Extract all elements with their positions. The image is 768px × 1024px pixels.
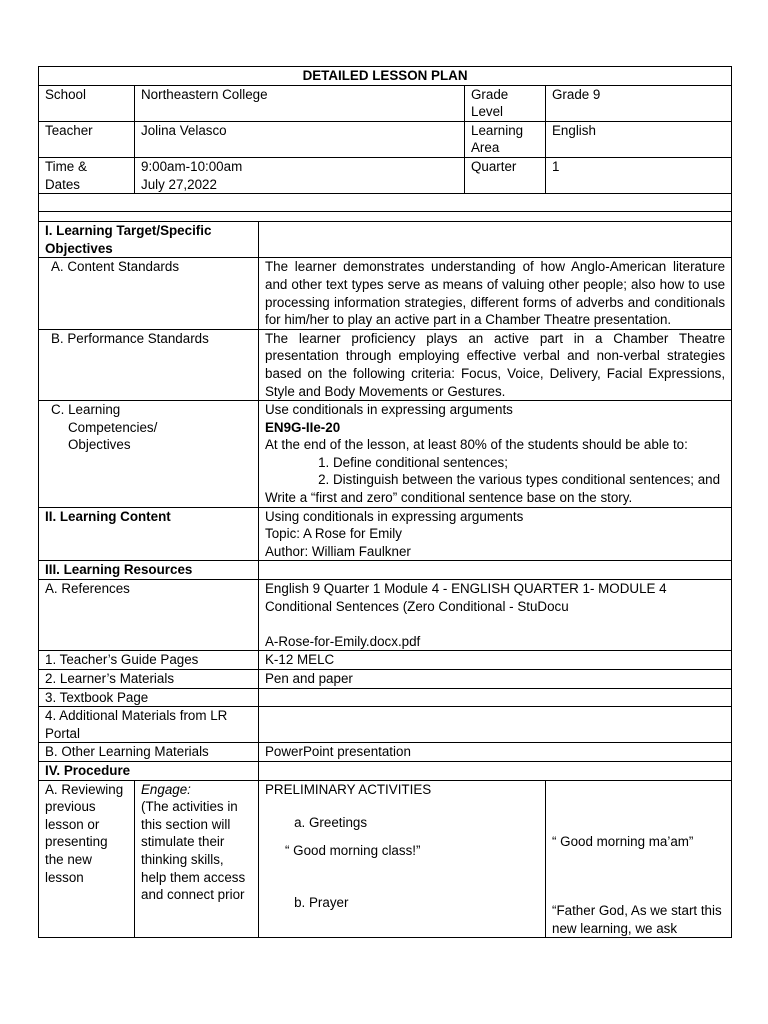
references-source: English 9 Quarter 1 Module 4 - ENGLISH QUARTER 1- MODULE 4 Conditional Sentences (Zero Conditional - StuDocu (265, 581, 667, 614)
competency-item: 2. Distinguish between the various types conditional sentences; and (333, 471, 725, 489)
competency-list (265, 454, 725, 489)
lesson-plan-page (38, 66, 731, 938)
learners-materials-value: Pen and paper (259, 670, 732, 689)
content-topic: Topic: A Rose for Emily (265, 526, 402, 542)
prayer-item: b. Prayer (309, 894, 539, 912)
competency-code: EN9G-IIe-20 (265, 419, 341, 435)
competency-line1: Use conditionals in expressing arguments (265, 402, 513, 418)
time-text: 9:00am-10:00am (141, 158, 243, 174)
references-file: A-Rose-for-Emily.docx.pdf (265, 633, 421, 649)
quarter-value: 1 (546, 157, 732, 193)
content-line1: Using conditionals in expressing arguments (265, 508, 524, 524)
competency-intro: At the end of the lesson, at least 80% of the students should be able to: (265, 437, 688, 453)
grade-label: Grade Level (465, 85, 546, 121)
preliminary-heading: PRELIMINARY ACTIVITIES (265, 781, 432, 797)
engage-description: (The activities in this section will stimulate their thinking skills, help them access and connect prior (141, 799, 246, 903)
performance-standards-text: The learner proficiency plays an active part in a Chamber Theatre presentation through employing effective verbal and non-verbal strategies based on the following criteria: Focus, Voice, Delivery, Facial Expressions, Style and Body Movements or Gestures. (259, 329, 732, 400)
teachers-guide-label: 1. Teacher’s Guide Pages (39, 651, 259, 670)
prayer-list (265, 894, 539, 912)
lr-portal-value (259, 707, 732, 743)
other-materials-value: PowerPoint presentation (259, 743, 732, 762)
student-activity (546, 780, 732, 938)
references-label: A. References (39, 580, 259, 651)
greetings-item: a. Greetings (309, 814, 539, 832)
area-label: Learning Area (465, 121, 546, 157)
time-label (39, 157, 135, 193)
textbook-value (259, 688, 732, 707)
content-heading: II. Learning Content (39, 507, 259, 561)
teacher-label: Teacher (39, 121, 135, 157)
engage-cell (135, 780, 259, 938)
performance-standards-label: B. Performance Standards (39, 329, 259, 400)
area-value: English (546, 121, 732, 157)
teacher-activity (259, 780, 546, 938)
other-materials-label: B. Other Learning Materials (39, 743, 259, 762)
time-label-line1: Time & (45, 158, 87, 174)
learners-materials-label: 2. Learner’s Materials (39, 670, 259, 689)
resources-heading: III. Learning Resources (39, 561, 259, 580)
student-prayer: “Father God, As we start this new learning, we ask (552, 903, 722, 936)
time-label-line2: Dates (45, 176, 80, 192)
lr-portal-label: 4. Additional Materials from LR Portal (39, 707, 259, 743)
content-standards-label: A. Content Standards (39, 258, 259, 329)
references-text (259, 580, 732, 651)
teachers-guide-value: K-12 MELC (259, 651, 732, 670)
document-title: DETAILED LESSON PLAN (39, 67, 732, 86)
blank-row (39, 212, 732, 222)
date-text: July 27,2022 (141, 176, 217, 192)
school-label: School (39, 85, 135, 121)
quarter-label: Quarter (465, 157, 546, 193)
time-value (135, 157, 465, 193)
textbook-label: 3. Textbook Page (39, 688, 259, 707)
student-greeting: “ Good morning ma’am” (552, 833, 694, 849)
empty-cell (259, 561, 732, 580)
empty-cell (259, 222, 732, 258)
teacher-greeting: “ Good morning class!” (285, 842, 421, 858)
content-author: Author: William Faulkner (265, 543, 411, 559)
competencies-label: C. Learning Competencies/ Objectives (39, 401, 259, 508)
grade-value: Grade 9 (546, 85, 732, 121)
content-standards-text: The learner demonstrates understanding of how Anglo-American literature and other text types serve as means of valuing other people; also how to use processing information strategies, different forms of adverbs and conditionals for him/her to play an active part in a Chamber Theatre presentation. (259, 258, 732, 329)
competency-last: Write a “first and zero” conditional sentence base on the story. (265, 490, 633, 506)
lesson-plan-table (38, 66, 732, 938)
competency-item: 1. Define conditional sentences; (333, 454, 725, 472)
learning-content-text (259, 507, 732, 561)
teacher-value: Jolina Velasco (135, 121, 465, 157)
greetings-list (265, 814, 539, 832)
procedure-heading: IV. Procedure (39, 761, 259, 780)
competencies-text (259, 401, 732, 508)
engage-title: Engage: (141, 781, 191, 797)
empty-cell (259, 761, 732, 780)
school-value: Northeastern College (135, 85, 465, 121)
procedure-step-label: A. Reviewing previous lesson or presenting the new lesson (39, 780, 135, 938)
blank-row (39, 194, 732, 212)
objectives-heading: I. Learning Target/Specific Objectives (39, 222, 259, 258)
